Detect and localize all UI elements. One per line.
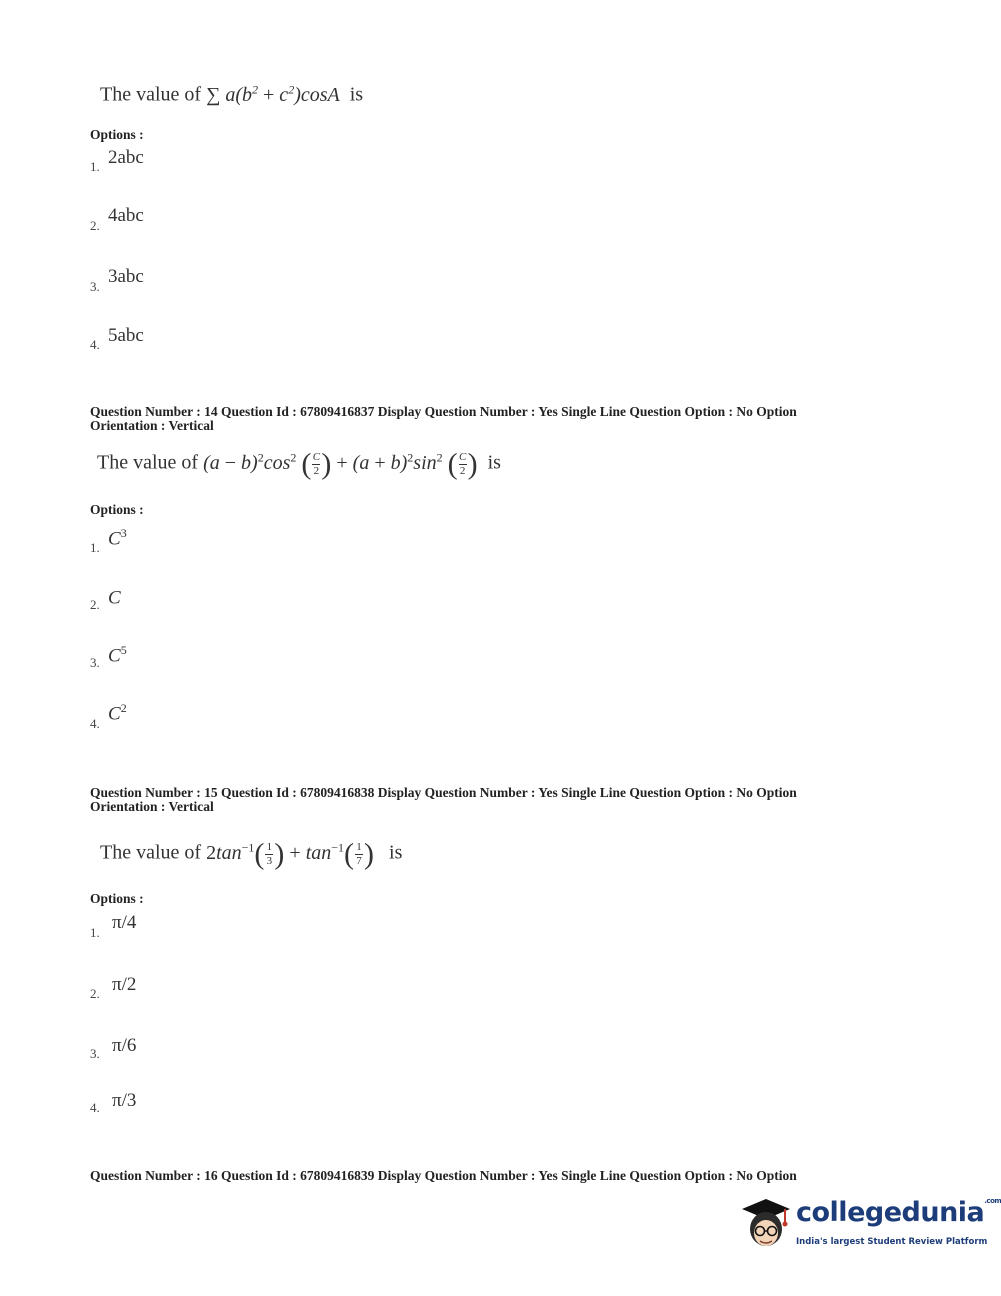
option-number: 1. bbox=[90, 925, 100, 940]
option-number: 2. bbox=[90, 218, 100, 233]
question-meta-line: Question Number : 15 Question Id : 67809416838 Display Question Number : Yes Single Line Question Option : No Option bbox=[90, 785, 797, 800]
option-base: C bbox=[108, 703, 121, 725]
graduate-mascot-icon bbox=[738, 1193, 796, 1255]
option-base: C bbox=[108, 528, 121, 550]
question-14-meta bbox=[90, 405, 880, 433]
question-meta-line: Question Number : 14 Question Id : 67809416837 Display Question Number : Yes Single Line Question Option : No Option bbox=[90, 404, 797, 419]
question-meta-line: Orientation : Vertical bbox=[90, 418, 214, 433]
question-15-text bbox=[100, 837, 403, 871]
question-13-expression: ∑ $a(b^2 + c^2)\cos A$ bbox=[206, 82, 340, 106]
question-15-prefix: The value of bbox=[100, 841, 202, 864]
option-exponent: 3 bbox=[120, 526, 127, 540]
option-number: 1. bbox=[90, 540, 100, 555]
logo-wordmark: collegedunia$^{.com}$ bbox=[796, 1197, 1001, 1228]
option-value bbox=[108, 643, 127, 667]
option-value bbox=[108, 585, 121, 609]
option-number: 3. bbox=[90, 655, 100, 670]
question-15-suffix: is bbox=[389, 841, 403, 864]
option-exponent: 2 bbox=[120, 701, 127, 715]
option-value: π/2 bbox=[112, 974, 137, 995]
logo-tagline: India's largest Student Review Platform bbox=[796, 1237, 988, 1247]
option-number: 3. bbox=[90, 1046, 100, 1061]
question-16-meta bbox=[90, 1169, 880, 1183]
question-meta-line: Orientation : Vertical bbox=[90, 799, 214, 814]
question-13-suffix: is bbox=[349, 83, 364, 106]
option-exponent: 5 bbox=[120, 643, 127, 657]
option-value: π/3 bbox=[112, 1090, 137, 1111]
options-label: Options : bbox=[90, 127, 144, 142]
option-number: 3. bbox=[90, 279, 100, 294]
option-number: 4. bbox=[90, 1100, 100, 1115]
option-number: 2. bbox=[90, 597, 100, 612]
question-15-expression: $2\tan^{-1}$( $\frac{1}{3}$ ) + $\tan^{-1}$( $\frac{1}{7}$ ) bbox=[206, 837, 375, 871]
collegedunia-logo bbox=[738, 1193, 1001, 1255]
option-value: 3abc bbox=[108, 266, 144, 287]
options-label: Options : bbox=[90, 502, 144, 517]
option-number: 1. bbox=[90, 159, 100, 174]
question-14-expression: $(a - b)^2\cos^2$ ( $\frac{C}{2}$ ) + $(a + b)^2\sin^2$ ( $\frac{C}{2}$ ) bbox=[203, 447, 478, 481]
question-14-text bbox=[97, 447, 501, 481]
question-13-text bbox=[100, 82, 363, 107]
option-value: 5abc bbox=[108, 325, 144, 346]
question-meta-line: Question Number : 16 Question Id : 67809416839 Display Question Number : Yes Single Line Question Option : No Option bbox=[90, 1168, 797, 1183]
option-number: 2. bbox=[90, 986, 100, 1001]
option-value: 2abc bbox=[108, 147, 144, 168]
option-number: 4. bbox=[90, 716, 100, 731]
option-value: 4abc bbox=[108, 205, 144, 226]
option-value bbox=[108, 701, 127, 725]
option-number: 4. bbox=[90, 337, 100, 352]
options-label: Options : bbox=[90, 891, 144, 906]
question-13-prefix: The value of bbox=[100, 83, 202, 106]
option-value: π/6 bbox=[112, 1035, 137, 1056]
option-value: π/4 bbox=[112, 912, 137, 933]
question-15-meta bbox=[90, 786, 880, 814]
option-value bbox=[108, 526, 127, 550]
option-base: C bbox=[108, 587, 121, 609]
question-14-prefix: The value of bbox=[97, 451, 199, 474]
option-base: C bbox=[108, 645, 121, 667]
question-14-suffix: is bbox=[487, 451, 501, 474]
